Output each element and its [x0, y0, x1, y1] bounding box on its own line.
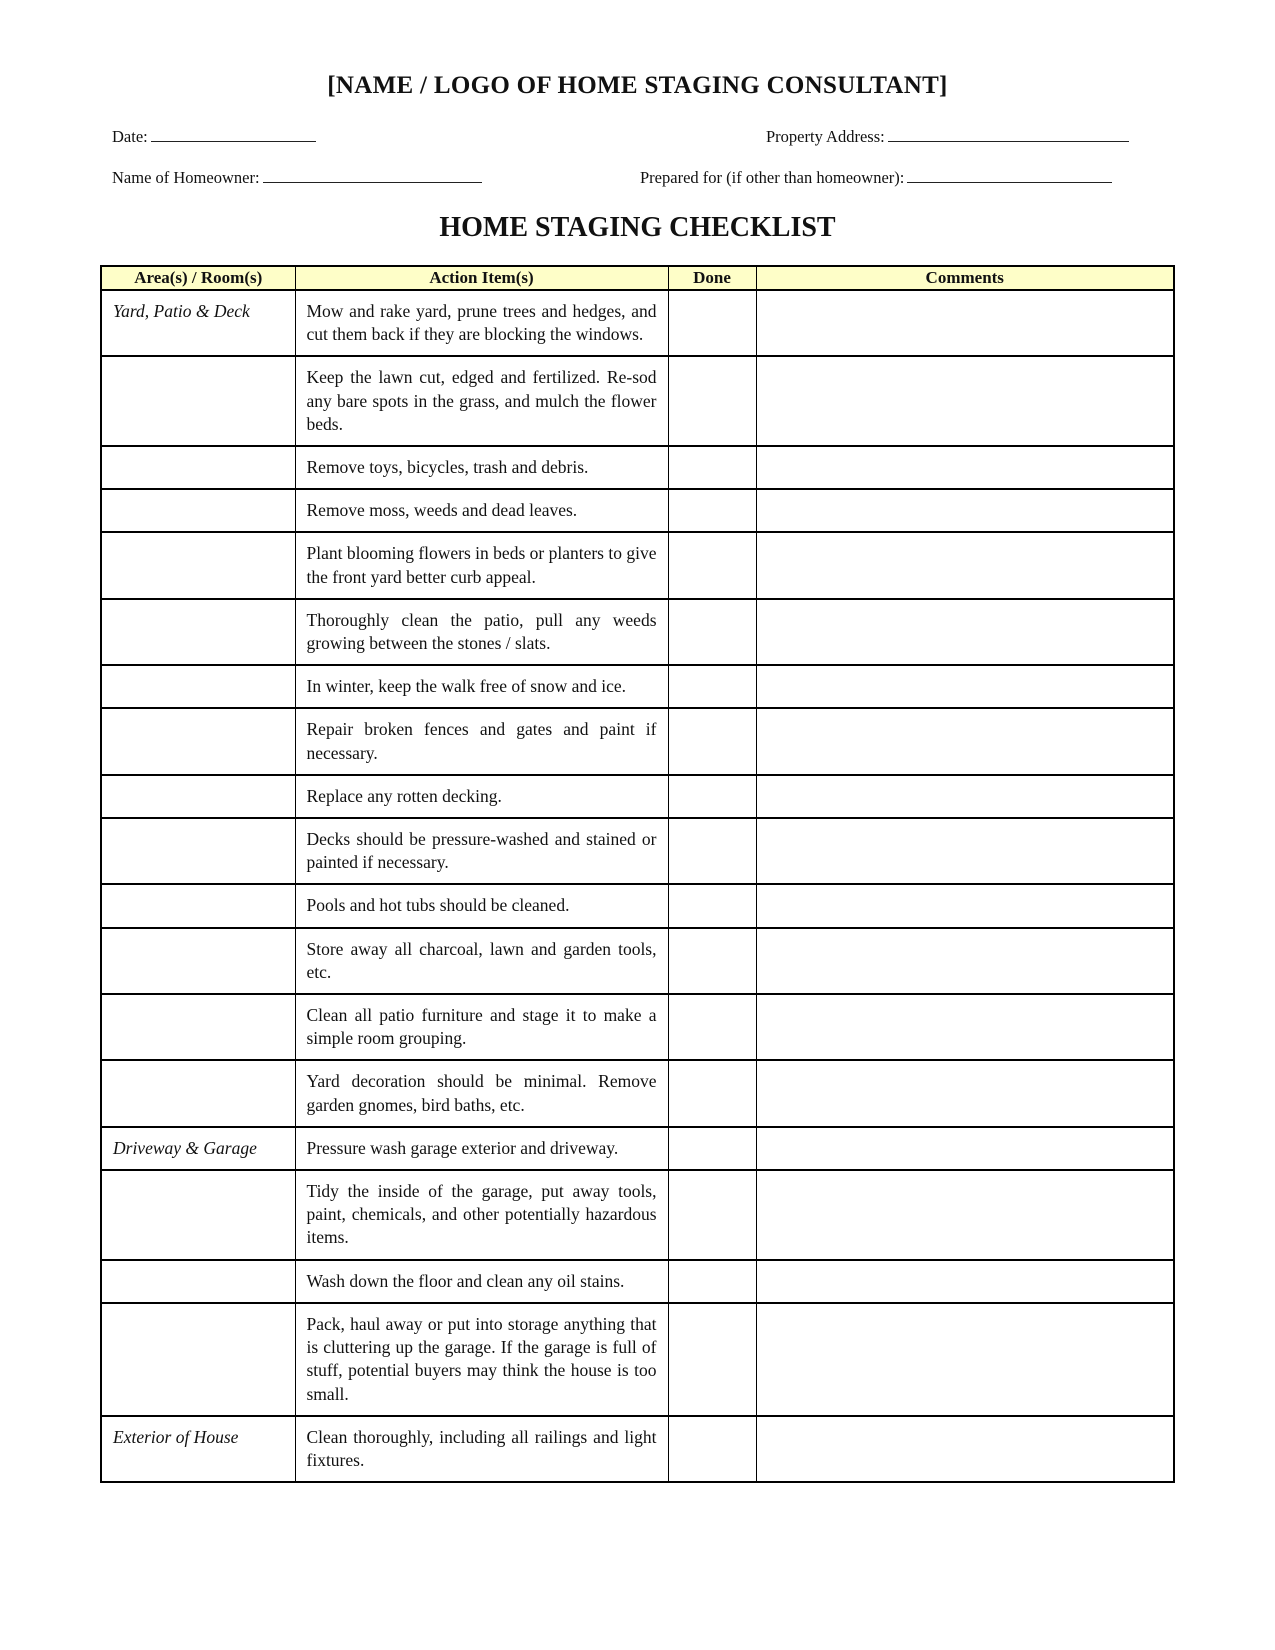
prepared-for-label: Prepared for (if other than homeowner):	[640, 168, 905, 187]
comments-cell[interactable]	[756, 1170, 1174, 1260]
homeowner-label: Name of Homeowner:	[112, 168, 260, 187]
action-item-cell: Wash down the floor and clean any oil stains.	[295, 1260, 668, 1303]
done-cell[interactable]	[668, 708, 756, 774]
done-cell[interactable]	[668, 928, 756, 994]
action-item-cell: Remove toys, bicycles, trash and debris.	[295, 446, 668, 489]
done-cell[interactable]	[668, 356, 756, 446]
comments-cell[interactable]	[756, 356, 1174, 446]
column-header-done: Done	[668, 266, 756, 290]
action-item-cell: Thoroughly clean the patio, pull any weeds growing between the stones / slats.	[295, 599, 668, 665]
comments-cell[interactable]	[756, 884, 1174, 927]
done-cell[interactable]	[668, 1303, 756, 1416]
area-cell	[101, 1060, 295, 1126]
column-header-area: Area(s) / Room(s)	[101, 266, 295, 290]
area-cell: Exterior of House	[101, 1416, 295, 1482]
prepared-for-field	[640, 168, 1112, 188]
comments-cell[interactable]	[756, 489, 1174, 532]
area-cell	[101, 884, 295, 927]
comments-cell[interactable]	[756, 994, 1174, 1060]
column-header-comments: Comments	[756, 266, 1174, 290]
done-cell[interactable]	[668, 599, 756, 665]
done-cell[interactable]	[668, 994, 756, 1060]
done-cell[interactable]	[668, 489, 756, 532]
area-cell	[101, 775, 295, 818]
comments-cell[interactable]	[756, 1416, 1174, 1482]
table-row	[101, 994, 1174, 1060]
area-cell: Yard, Patio & Deck	[101, 290, 295, 356]
table-row	[101, 775, 1174, 818]
area-cell	[101, 1303, 295, 1416]
action-item-cell: Yard decoration should be minimal. Remove garden gnomes, bird baths, etc.	[295, 1060, 668, 1126]
property-address-field	[766, 127, 1129, 147]
comments-cell[interactable]	[756, 928, 1174, 994]
table-row	[101, 884, 1174, 927]
table-row	[101, 356, 1174, 446]
action-item-cell: Clean thoroughly, including all railings and light fixtures.	[295, 1416, 668, 1482]
comments-cell[interactable]	[756, 665, 1174, 708]
comments-cell[interactable]	[756, 446, 1174, 489]
done-cell[interactable]	[668, 532, 756, 598]
date-label: Date:	[112, 127, 148, 146]
table-row	[101, 708, 1174, 774]
table-row	[101, 665, 1174, 708]
table-row	[101, 818, 1174, 884]
table-row	[101, 1416, 1174, 1482]
property-address-blank-line[interactable]	[888, 127, 1129, 142]
action-item-cell: Mow and rake yard, prune trees and hedges, and cut them back if they are blocking the windows.	[295, 290, 668, 356]
comments-cell[interactable]	[756, 1127, 1174, 1170]
action-item-cell: Pressure wash garage exterior and driveway.	[295, 1127, 668, 1170]
area-cell	[101, 818, 295, 884]
consultant-name-logo-placeholder: [NAME / LOGO OF HOME STAGING CONSULTANT]	[327, 72, 948, 99]
done-cell[interactable]	[668, 1170, 756, 1260]
done-cell[interactable]	[668, 884, 756, 927]
done-cell[interactable]	[668, 1416, 756, 1482]
date-field	[112, 127, 316, 147]
done-cell[interactable]	[668, 1260, 756, 1303]
table-row	[101, 1127, 1174, 1170]
area-cell	[101, 446, 295, 489]
table-row	[101, 1060, 1174, 1126]
action-item-cell: Tidy the inside of the garage, put away tools, paint, chemicals, and other potentially hazardous items.	[295, 1170, 668, 1260]
comments-cell[interactable]	[756, 599, 1174, 665]
done-cell[interactable]	[668, 446, 756, 489]
done-cell[interactable]	[668, 818, 756, 884]
action-item-cell: Remove moss, weeds and dead leaves.	[295, 489, 668, 532]
area-cell	[101, 1170, 295, 1260]
comments-cell[interactable]	[756, 290, 1174, 356]
done-cell[interactable]	[668, 775, 756, 818]
area-cell: Driveway & Garage	[101, 1127, 295, 1170]
table-body	[101, 290, 1174, 1482]
checklist-table	[100, 265, 1175, 1483]
table-row	[101, 1170, 1174, 1260]
table-row	[101, 290, 1174, 356]
table-header-row	[101, 266, 1174, 290]
area-cell	[101, 928, 295, 994]
table-row	[101, 1303, 1174, 1416]
homeowner-blank-line[interactable]	[263, 168, 482, 183]
action-item-cell: Clean all patio furniture and stage it to make a simple room grouping.	[295, 994, 668, 1060]
action-item-cell: Pack, haul away or put into storage anything that is cluttering up the garage. If the garage is full of stuff, potential buyers may think the house is too small.	[295, 1303, 668, 1416]
column-header-action: Action Item(s)	[295, 266, 668, 290]
homeowner-field	[112, 168, 482, 188]
table-row	[101, 928, 1174, 994]
action-item-cell: Plant blooming flowers in beds or planters to give the front yard better curb appeal.	[295, 532, 668, 598]
comments-cell[interactable]	[756, 708, 1174, 774]
action-item-cell: Store away all charcoal, lawn and garden tools, etc.	[295, 928, 668, 994]
area-cell	[101, 532, 295, 598]
table-row	[101, 1260, 1174, 1303]
action-item-cell: Decks should be pressure-washed and stained or painted if necessary.	[295, 818, 668, 884]
table-row	[101, 599, 1174, 665]
comments-cell[interactable]	[756, 775, 1174, 818]
prepared-for-blank-line[interactable]	[907, 168, 1112, 183]
area-cell	[101, 356, 295, 446]
area-cell	[101, 599, 295, 665]
done-cell[interactable]	[668, 1060, 756, 1126]
comments-cell[interactable]	[756, 1260, 1174, 1303]
action-item-cell: In winter, keep the walk free of snow and ice.	[295, 665, 668, 708]
done-cell[interactable]	[668, 665, 756, 708]
action-item-cell: Replace any rotten decking.	[295, 775, 668, 818]
date-blank-line[interactable]	[151, 127, 316, 142]
action-item-cell: Repair broken fences and gates and paint if necessary.	[295, 708, 668, 774]
table-row	[101, 532, 1174, 598]
comments-cell[interactable]	[756, 1303, 1174, 1416]
table-row	[101, 446, 1174, 489]
area-cell	[101, 665, 295, 708]
done-cell[interactable]	[668, 290, 756, 356]
comments-cell[interactable]	[756, 818, 1174, 884]
area-cell	[101, 994, 295, 1060]
area-cell	[101, 1260, 295, 1303]
checklist-title: HOME STAGING CHECKLIST	[439, 212, 836, 243]
comments-cell[interactable]	[756, 1060, 1174, 1126]
action-item-cell: Keep the lawn cut, edged and fertilized. Re-sod any bare spots in the grass, and mulch the flower beds.	[295, 356, 668, 446]
area-cell	[101, 708, 295, 774]
comments-cell[interactable]	[756, 532, 1174, 598]
action-item-cell: Pools and hot tubs should be cleaned.	[295, 884, 668, 927]
table-row	[101, 489, 1174, 532]
area-cell	[101, 489, 295, 532]
property-address-label: Property Address:	[766, 127, 885, 146]
done-cell[interactable]	[668, 1127, 756, 1170]
